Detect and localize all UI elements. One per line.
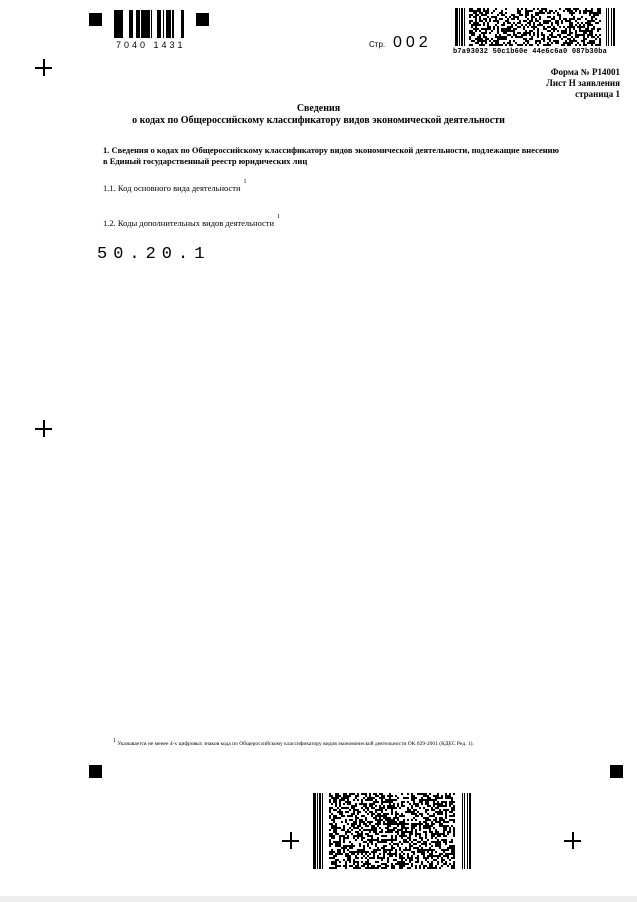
footnote-marker: 1 [113,738,116,744]
2d-barcode-bottom [313,793,471,869]
item-1-2-footnote-marker: 1 [277,214,281,220]
2d-barcode-top [455,8,615,46]
item-1-1-footnote-marker: 1 [243,179,247,185]
registration-square-bottom-right [610,765,623,778]
crosshair-mark-bottom-right [564,832,581,849]
item-1-1-text: 1.1. Код основного вида деятельности [103,183,241,193]
section-1-heading-line-1: 1. Сведения о кодах по Общероссийскому классификатору видов экономической деятельности, подлежащие внесению [103,145,560,155]
footnote [113,738,613,747]
footnote-text: Указывается не менее 4-х цифровых знаков кода по Общероссийскому классификатору видов экономической деятельности ОК 029-2001 (КДЕС Ред. 1). [117,741,474,747]
crosshair-mark-top [35,59,52,76]
sheet-label: Лист Н заявления [546,78,620,88]
form-number: Форма № Р14001 [550,67,620,77]
section-1-heading [103,145,618,166]
registration-square-top-right [196,13,209,26]
linear-barcode [112,10,188,38]
title-line-2: о кодах по Общероссийскому классификатору видов экономической деятельности [132,115,505,126]
barcode-number: 7040 1431 [116,40,186,50]
form-info [546,67,620,100]
item-1-2-label [103,214,281,228]
registration-square-bottom-left [89,765,102,778]
additional-activity-code: 50.20.1 [97,245,211,264]
document-title [0,103,637,127]
sheet-page-label: страница 1 [575,89,620,99]
crosshair-mark-middle [35,420,52,437]
page-label: Стр. [369,40,386,49]
item-1-2-text: 1.2. Коды дополнительных видов деятельности [103,218,275,228]
title-line-1: Сведения [296,103,341,114]
page-number: 002 [393,34,432,51]
item-1-1-label [103,179,247,193]
page-bottom-edge [0,896,637,902]
hash-code: b7a93032 50c1b60e 44e6c6a0 087b30ba [453,48,608,56]
crosshair-mark-bottom-left [282,832,299,849]
registration-square-top-left [89,13,102,26]
section-1-heading-line-2: в Единый государственный реестр юридических лиц [103,155,308,166]
